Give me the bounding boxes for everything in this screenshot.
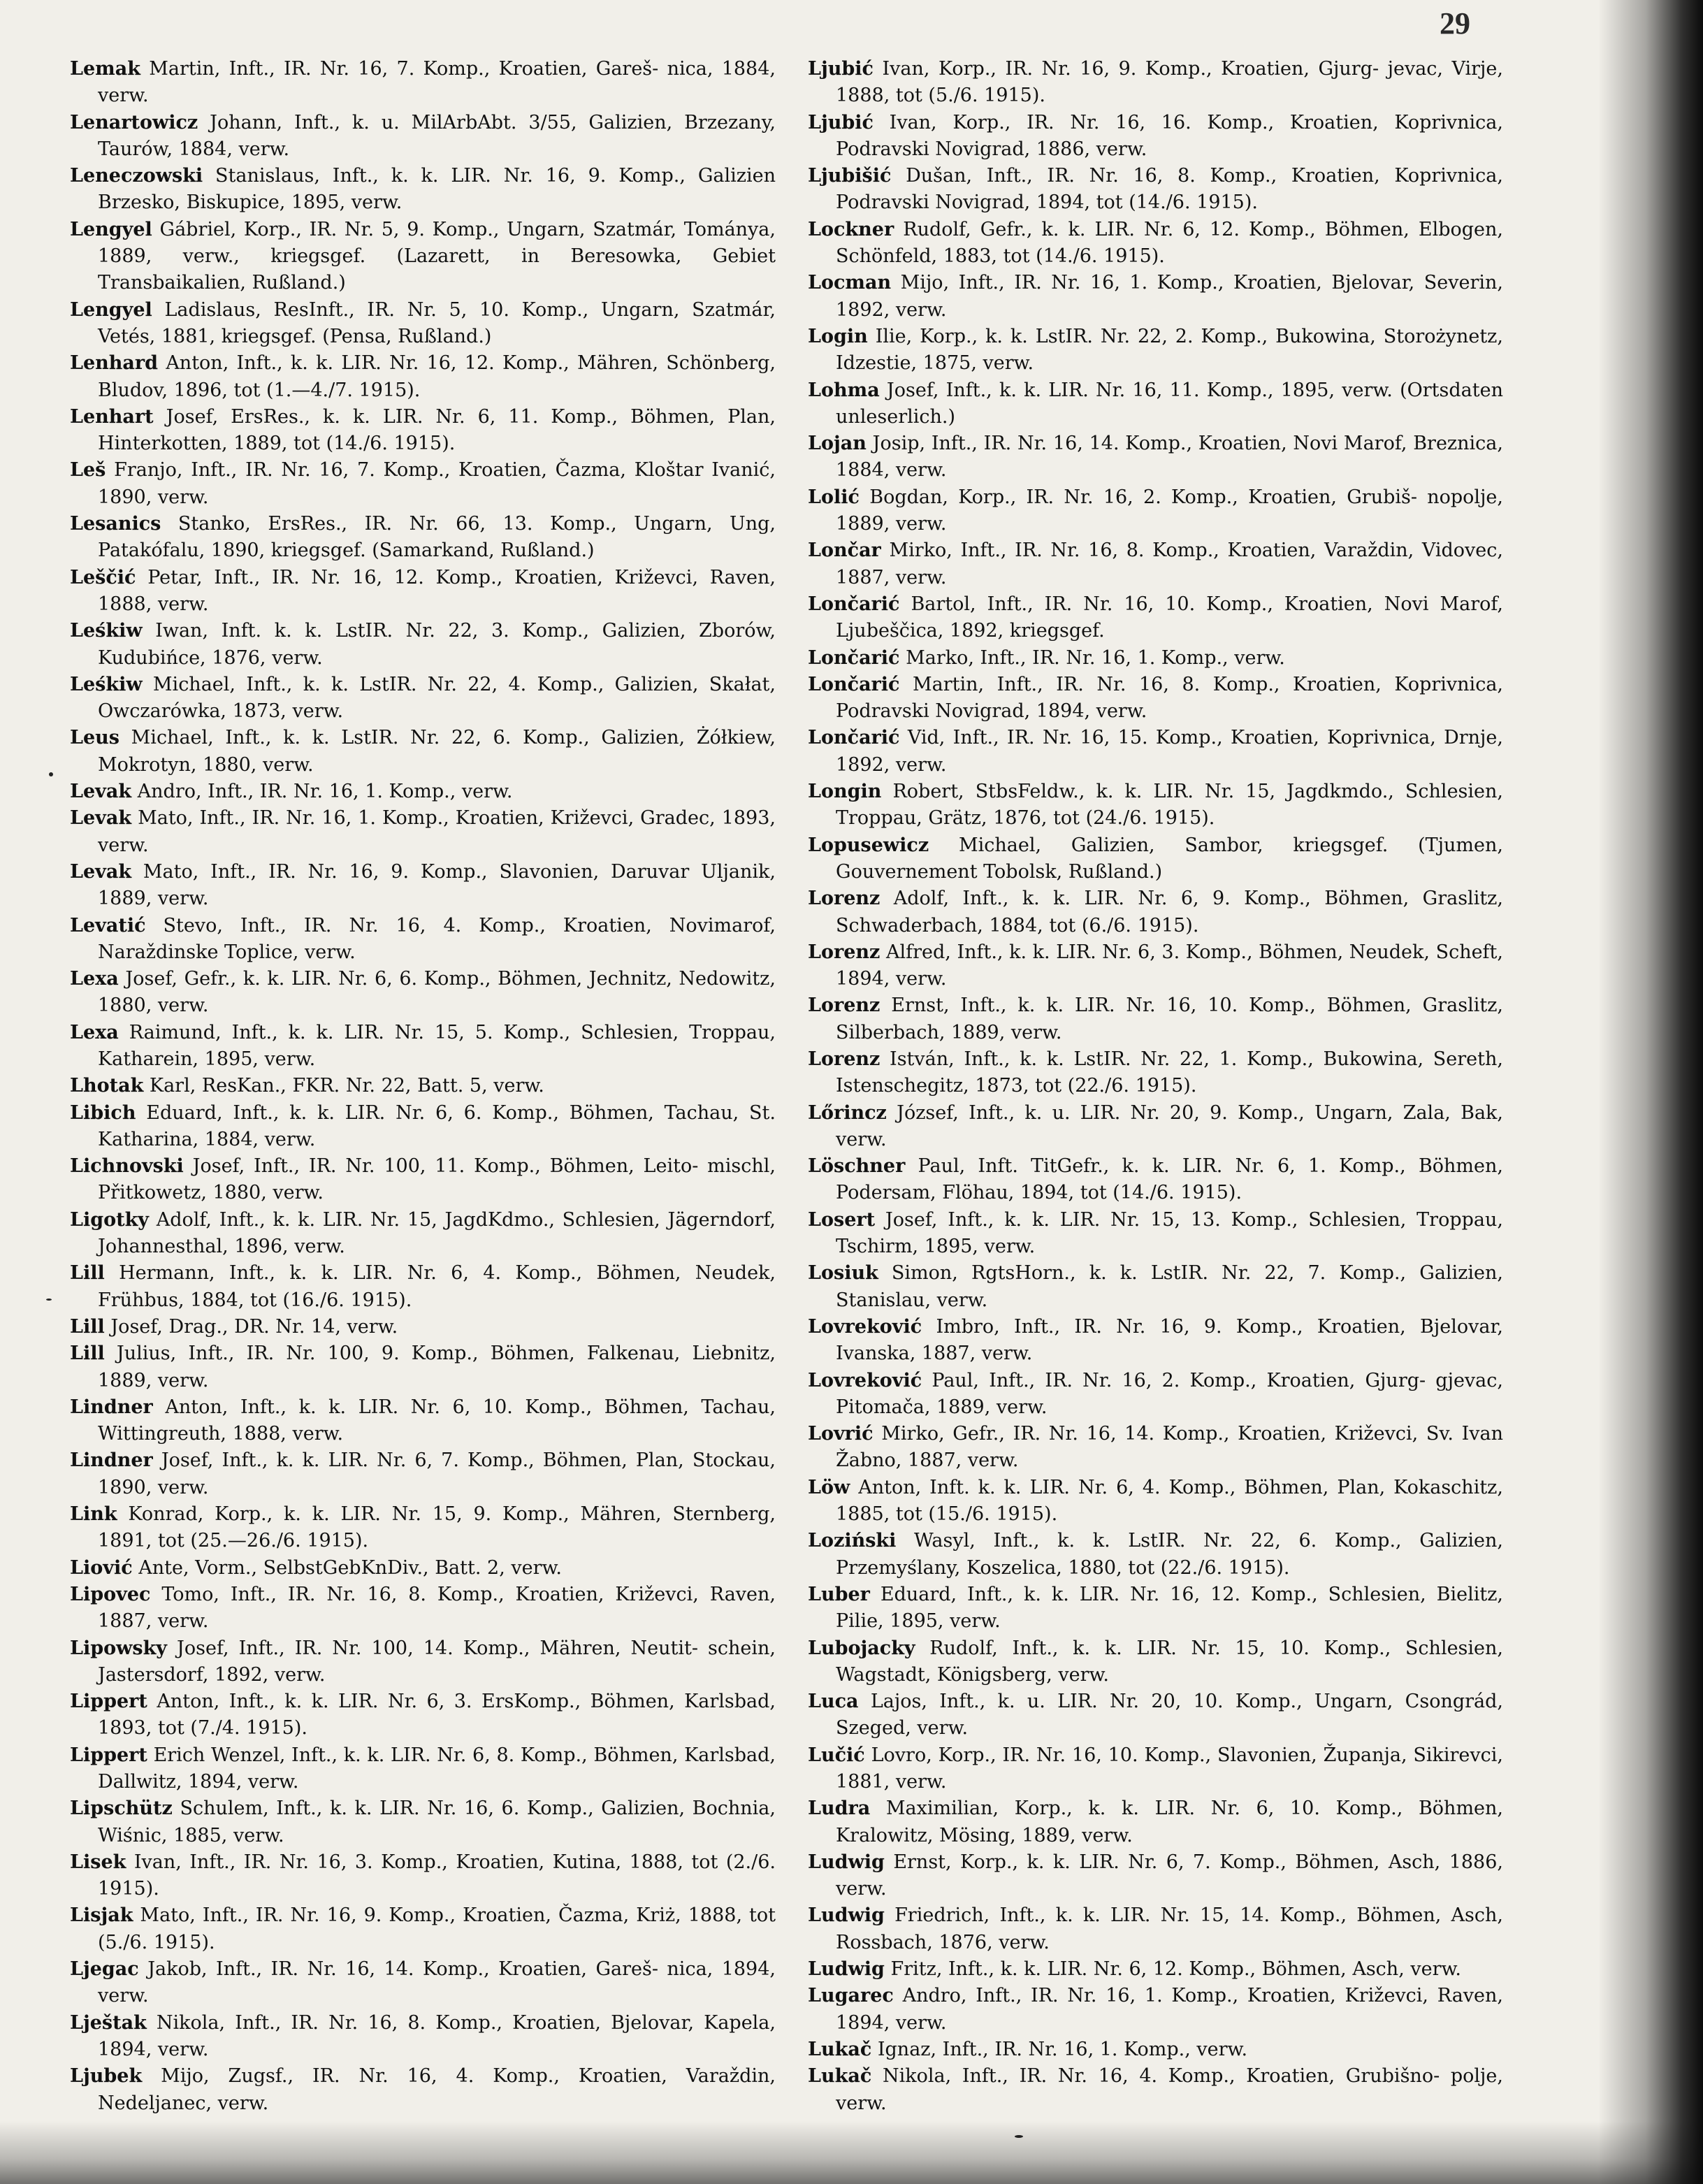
register-entry (70, 1073, 776, 1099)
register-entry (808, 1983, 1503, 2037)
entry-surname: Lill (70, 1262, 105, 1285)
register-entry (70, 1742, 776, 1796)
entry-surname: Lill (70, 1315, 105, 1338)
entry-surname: Link (70, 1503, 117, 1526)
entry-surname: Lojan (808, 433, 867, 455)
entry-surname: Lőrincz (808, 1101, 887, 1124)
register-entry (808, 1421, 1503, 1475)
register-entry (70, 217, 776, 297)
register-entry (808, 1100, 1503, 1154)
register-entry (70, 457, 776, 511)
entry-details: Dušan, Inft., IR. Nr. 16, 8. Komp., Kroatien, Koprivnica, Podravski Novigrad, 1894, tot (14./6. 1915). (836, 165, 1503, 214)
entry-surname: Lorenz (808, 941, 881, 963)
entry-details: Ivan, Korp., IR. Nr. 16, 9. Komp., Kroatien, Gjurg- jevac, Virje, 1888, tot (5./6. 1915). (836, 58, 1503, 107)
register-entry (808, 1742, 1503, 1796)
entry-surname: Lexa (70, 968, 119, 990)
register-entry (70, 1153, 776, 1207)
register-entry (808, 270, 1503, 324)
entry-surname: Libich (70, 1101, 136, 1124)
entry-details: Ernst, Korp., k. k. LIR. Nr. 6, 7. Komp., Böhmen, Asch, 1886, verw. (836, 1851, 1503, 1900)
entry-surname: Lugarec (808, 1985, 894, 2007)
entry-details: Martin, Inft., IR. Nr. 16, 8. Komp., Kroatien, Koprivnica, Podravski Novigrad, 1894, verw. (836, 673, 1503, 723)
entry-surname: Ljubić (808, 58, 874, 80)
left-column (70, 56, 776, 2117)
entry-surname: Ljegac (70, 1958, 139, 1981)
entry-surname: Lopusewicz (808, 834, 929, 856)
entry-surname: Lenhard (70, 352, 159, 375)
entry-details: Josef, ErsRes., k. k. LIR. Nr. 6, 11. Komp., Böhmen, Plan, Hinterkotten, 1889, tot (14./6. 1915). (98, 405, 776, 455)
entry-surname: Leneczowski (70, 165, 203, 187)
entry-details: Stanko, ErsRes., IR. Nr. 66, 13. Komp., Ungarn, Ung, Patakófalu, 1890, kriegsgef. (Samarkand, Rußland.) (98, 513, 776, 562)
register-entry (70, 1100, 776, 1154)
entry-details: Erich Wenzel, Inft., k. k. LIR. Nr. 6, 8. Komp., Böhmen, Karlsbad, Dallwitz, 1894, verw. (98, 1744, 776, 1793)
entry-surname: Lenartowicz (70, 111, 198, 133)
entry-details: Tomo, Inft., IR. Nr. 16, 8. Komp., Kroatien, Križevci, Raven, 1887, verw. (98, 1583, 776, 1633)
entry-surname: Lengyel (70, 298, 152, 321)
entry-details: Franjo, Inft., IR. Nr. 16, 7. Komp., Kroatien, Čazma, Kloštar Ivanić, 1890, verw. (98, 459, 776, 508)
register-entry (70, 350, 776, 404)
entry-details: Ante, Vorm., SelbstGebKnDiv., Batt. 2, verw. (138, 1556, 562, 1579)
entry-surname: Losiuk (808, 1262, 878, 1285)
entry-details: Mato, Inft., IR. Nr. 16, 9. Komp., Slavonien, Daruvar Uljanik, 1889, verw. (98, 860, 776, 910)
register-entry (808, 1795, 1503, 1849)
register-entry (70, 1447, 776, 1501)
entry-details: Schulem, Inft., k. k. LIR. Nr. 16, 6. Komp., Galizien, Bochnia, Wiśnic, 1885, verw. (98, 1798, 776, 1846)
entry-details: Stanislaus, Inft., k. k. LIR. Nr. 16, 9. Komp., Galizien Brzesko, Biskupice, 1895, verw. (98, 165, 776, 214)
register-entry (808, 1475, 1503, 1528)
entry-details: Michael, Inft., k. k. LstIR. Nr. 22, 4. Komp., Galizien, Skałat, Owczarówka, 1873, verw. (98, 673, 776, 723)
entry-surname: Losert (808, 1208, 876, 1231)
entry-surname: Lorenz (808, 995, 881, 1017)
entry-surname: Lippert (70, 1691, 147, 1713)
entry-details: Mato, Inft., IR. Nr. 16, 1. Komp., Kroatien, Križevci, Gradec, 1893, verw. (98, 807, 776, 856)
entry-surname: Lončarić (808, 646, 900, 669)
entry-details: Bartol, Inft., IR. Nr. 16, 10. Komp., Kroatien, Novi Marof, Ljubeščica, 1892, kriegsgef. (836, 593, 1503, 642)
entry-details: Raimund, Inft., k. k. LIR. Nr. 15, 5. Komp., Schlesien, Troppau, Katharein, 1895, verw. (98, 1021, 776, 1070)
entry-details: Eduard, Inft., k. k. LIR. Nr. 6, 6. Komp., Böhmen, Tachau, St. Katharina, 1884, verw. (98, 1101, 776, 1150)
register-entry (808, 2037, 1503, 2063)
entry-surname: Lukač (808, 2038, 872, 2060)
entry-details: Fritz, Inft., k. k. LIR. Nr. 6, 12. Komp., Böhmen, Asch, verw. (890, 1958, 1461, 1981)
entry-details: Ernst, Inft., k. k. LIR. Nr. 16, 10. Komp., Böhmen, Graslitz, Silberbach, 1889, verw. (836, 995, 1503, 1043)
register-entry (70, 1688, 776, 1742)
page-number: 29 (1440, 6, 1470, 41)
entry-details: Josef, Inft., IR. Nr. 100, 11. Komp., Böhmen, Leito- mischl, Přitkowetz, 1880, verw. (98, 1155, 776, 1204)
register-entry (808, 1314, 1503, 1368)
entry-surname: Lemak (70, 58, 140, 80)
register-entry (70, 2010, 776, 2064)
entry-surname: Ljubić (808, 111, 874, 133)
register-entry (70, 511, 776, 565)
entry-details: Ignaz, Inft., IR. Nr. 16, 1. Komp., verw. (877, 2038, 1248, 2060)
entry-details: Gábriel, Korp., IR. Nr. 5, 9. Komp., Ungarn, Szatmár, Tománya, 1889, verw., kriegsgef. (Lazarett, in Beresowka, Gebiet Transbaikalien, Rußland.) (98, 218, 776, 294)
entry-surname: Locman (808, 272, 892, 294)
register-entry (808, 1153, 1503, 1207)
register-entry (70, 1956, 776, 2010)
entry-details: Mirko, Inft., IR. Nr. 16, 8. Komp., Kroatien, Varaždin, Vidovec, 1887, verw. (836, 540, 1503, 588)
entry-surname: Ludra (808, 1798, 871, 1820)
entry-surname: Lichnovski (70, 1155, 184, 1178)
entry-surname: Lončarić (808, 727, 900, 749)
register-entry (70, 859, 776, 913)
entry-surname: Leščić (70, 566, 136, 588)
register-entry (70, 1394, 776, 1448)
register-entry (808, 377, 1503, 431)
entry-surname: Lindner (70, 1449, 153, 1472)
register-entry (70, 966, 776, 1020)
entry-details: Nikola, Inft., IR. Nr. 16, 8. Komp., Kroatien, Bjelovar, Kapela, 1894, verw. (98, 2011, 776, 2060)
register-entry (70, 1501, 776, 1555)
entry-surname: Levatić (70, 914, 146, 936)
entry-details: Adolf, Inft., k. k. LIR. Nr. 6, 9. Komp., Böhmen, Graslitz, Schwaderbach, 1884, tot (6./6. 1915). (836, 888, 1503, 936)
register-entry (808, 324, 1503, 377)
entry-surname: Ljubek (70, 2065, 143, 2088)
register-entry (70, 1314, 776, 1340)
entry-details: Paul, Inft. TitGefr., k. k. LIR. Nr. 6, 1. Komp., Böhmen, Podersam, Flöhau, 1894, tot (14./6. 1915). (836, 1155, 1503, 1204)
entry-surname: Lončarić (808, 673, 900, 695)
register-entry (808, 1528, 1503, 1582)
register-entry (808, 537, 1503, 591)
register-entry (808, 591, 1503, 645)
entry-surname: Luber (808, 1583, 870, 1605)
entry-details: Konrad, Korp., k. k. LIR. Nr. 15, 9. Komp., Mähren, Sternberg, 1891, tot (25.—26./6. 1915). (98, 1503, 776, 1552)
entry-surname: Lončar (808, 540, 881, 562)
register-entry (70, 1582, 776, 1635)
entry-details: Vid, Inft., IR. Nr. 16, 15. Komp., Kroatien, Koprivnica, Drnje, 1892, verw. (836, 727, 1503, 776)
entry-surname: Lippert (70, 1744, 147, 1766)
entry-details: Josip, Inft., IR. Nr. 16, 14. Komp., Kroatien, Novi Marof, Breznica, 1884, verw. (836, 433, 1503, 482)
entry-details: Friedrich, Inft., k. k. LIR. Nr. 15, 14. Komp., Böhmen, Asch, Rossbach, 1876, verw. (836, 1904, 1503, 1953)
entry-details: Josef, Inft., k. k. LIR. Nr. 16, 11. Komp., 1895, verw. (Ortsdaten unleserlich.) (836, 379, 1503, 428)
entry-details: Ivan, Korp., IR. Nr. 16, 16. Komp., Kroatien, Koprivnica, Podravski Novigrad, 1886, verw. (836, 111, 1503, 160)
entry-details: Anton, Inft., k. k. LIR. Nr. 6, 10. Komp., Böhmen, Tachau, Wittingreuth, 1888, verw. (98, 1396, 776, 1445)
entry-surname: Lengyel (70, 218, 152, 240)
entry-surname: Loziński (808, 1530, 897, 1552)
entry-details: Petar, Inft., IR. Nr. 16, 12. Komp., Kroatien, Križevci, Raven, 1888, verw. (98, 566, 776, 615)
entry-details: Marko, Inft., IR. Nr. 16, 1. Komp., verw. (906, 646, 1285, 669)
entry-details: Johann, Inft., k. u. MilArbAbt. 3/55, Galizien, Brzezany, Taurów, 1884, verw. (98, 111, 776, 160)
register-entry (808, 1046, 1503, 1100)
entry-surname: Löschner (808, 1155, 906, 1178)
register-entry (808, 885, 1503, 939)
register-entry (808, 992, 1503, 1046)
register-entry (70, 1555, 776, 1582)
entry-details: Martin, Inft., IR. Nr. 16, 7. Komp., Kroatien, Gareš- nica, 1884, verw. (98, 58, 776, 107)
register-entry (808, 832, 1503, 886)
register-entry (808, 2063, 1503, 2117)
entry-details: Anton, Inft., k. k. LIR. Nr. 6, 3. ErsKomp., Böhmen, Karlsbad, 1893, tot (7./4. 1915). (98, 1691, 776, 1740)
entry-surname: Ligotky (70, 1208, 149, 1231)
entry-details: Rudolf, Inft., k. k. LIR. Nr. 15, 10. Komp., Schlesien, Wagstadt, Königsberg, verw. (836, 1637, 1504, 1686)
register-entry (70, 110, 776, 164)
entry-surname: Löw (808, 1476, 850, 1498)
entry-surname: Lisek (70, 1851, 126, 1873)
entry-surname: Lorenz (808, 888, 881, 910)
entry-details: Mirko, Gefr., IR. Nr. 16, 14. Komp., Kroatien, Križevci, Sv. Ivan Žabno, 1887, verw. (836, 1423, 1503, 1472)
entry-details: Mato, Inft., IR. Nr. 16, 9. Komp., Kroatien, Čazma, Kriż, 1888, tot (5./6. 1915). (98, 1904, 776, 1953)
entry-details: Hermann, Inft., k. k. LIR. Nr. 6, 4. Komp., Böhmen, Neudek, Frühbus, 1884, tot (16./6. 1915). (98, 1262, 776, 1311)
register-entry (70, 1260, 776, 1314)
scan-shadow-bottom (0, 2121, 1703, 2184)
register-entry (808, 939, 1503, 993)
entry-surname: Leśkiw (70, 620, 143, 642)
entry-details: Ilie, Korp., k. k. LstIR. Nr. 22, 2. Komp., Bukowina, Storożynetz, Idzestie, 1875, verw. (836, 325, 1503, 375)
register-entry (808, 163, 1503, 217)
entry-details: József, Inft., k. u. LIR. Nr. 20, 9. Komp., Ungarn, Zala, Bak, verw. (836, 1101, 1503, 1150)
register-entry (70, 672, 776, 725)
register-entry (70, 1020, 776, 1073)
entry-surname: Lexa (70, 1021, 119, 1043)
entry-details: Wasyl, Inft., k. k. LstIR. Nr. 22, 6. Komp., Galizien, Przemyślany, Koszelica, 1880, tot (22./6. 1915). (836, 1530, 1503, 1579)
entry-surname: Lesanics (70, 513, 161, 535)
entry-details: Paul, Inft., IR. Nr. 16, 2. Komp., Kroatien, Gjurg- gjevac, Pitomača, 1889, verw. (836, 1369, 1503, 1418)
entry-details: Imbro, Inft., IR. Nr. 16, 9. Komp., Kroatien, Bjelovar, Ivanska, 1887, verw. (836, 1315, 1503, 1365)
entry-surname: Lovreković (808, 1315, 922, 1338)
register-entry (808, 672, 1503, 725)
register-entry (808, 1688, 1503, 1742)
entry-details: Jakob, Inft., IR. Nr. 16, 14. Komp., Kroatien, Gareš- nica, 1894, verw. (98, 1958, 776, 2007)
entry-surname: Lolić (808, 486, 860, 508)
register-entry (808, 484, 1503, 538)
entry-details: Josef, Drag., DR. Nr. 14, verw. (110, 1315, 398, 1338)
entry-details: Michael, Galizien, Sambor, kriegsgef. (Tjumen, Gouvernement Tobolsk, Rußland.) (836, 834, 1503, 883)
entry-surname: Lill (70, 1343, 105, 1365)
register-entry (70, 805, 776, 859)
register-entry (70, 618, 776, 672)
entry-details: Andro, Inft., IR. Nr. 16, 1. Komp., verw. (137, 781, 513, 803)
entry-surname: Lubojacky (808, 1637, 915, 1659)
entry-surname: Lipovec (70, 1583, 151, 1605)
entry-surname: Lockner (808, 218, 894, 240)
entry-surname: Lukač (808, 2065, 872, 2088)
entry-surname: Leus (70, 727, 119, 749)
entry-details: Mijo, Zugsf., IR. Nr. 16, 4. Komp., Kroatien, Varaždin, Nedeljanec, verw. (98, 2065, 776, 2114)
register-entry (808, 1368, 1503, 1422)
entry-surname: Lohma (808, 379, 880, 401)
register-entry (70, 1902, 776, 1956)
register-entry (70, 56, 776, 110)
entry-surname: Luca (808, 1691, 859, 1713)
register-entry (808, 1635, 1503, 1689)
entry-surname: Ludwig (808, 1904, 885, 1927)
entry-details: István, Inft., k. k. LstIR. Nr. 22, 1. Komp., Bukowina, Sereth, Istenschegitz, 1873, tot (22./6. 1915). (836, 1048, 1503, 1097)
entry-details: Mijo, Inft., IR. Nr. 16, 1. Komp., Kroatien, Bjelovar, Severin, 1892, verw. (836, 272, 1503, 321)
entry-surname: Lovrić (808, 1423, 874, 1445)
entry-surname: Ljubišić (808, 165, 892, 187)
register-entry (808, 779, 1503, 832)
register-entry (808, 1260, 1503, 1314)
register-entry (808, 56, 1503, 110)
entry-details: Maximilian, Korp., k. k. LIR. Nr. 6, 10. Komp., Böhmen, Kralowitz, Mösing, 1889, verw. (836, 1798, 1503, 1846)
register-entry (808, 1582, 1503, 1635)
entry-surname: Lipschütz (70, 1798, 173, 1820)
entry-details: Ivan, Inft., IR. Nr. 16, 3. Komp., Kroatien, Kutina, 1888, tot (2./6. 1915). (98, 1851, 776, 1900)
entry-details: Andro, Inft., IR. Nr. 16, 1. Komp., Kroatien, Križevci, Raven, 1894, verw. (836, 1985, 1503, 2034)
ink-speck (49, 772, 53, 776)
entry-surname: Lorenz (808, 1048, 881, 1070)
register-entry (808, 645, 1503, 672)
register-entry (70, 779, 776, 805)
entry-surname: Longin (808, 781, 882, 803)
entry-surname: Lještak (70, 2011, 147, 2034)
entry-surname: Ludwig (808, 1958, 885, 1981)
entry-details: Michael, Inft., k. k. LstIR. Nr. 22, 6. Komp., Galizien, Żółkiew, Mokrotyn, 1880, verw. (98, 727, 776, 776)
entry-surname: Levak (70, 860, 132, 883)
entry-details: Karl, ResKan., FKR. Nr. 22, Batt. 5, verw. (149, 1075, 544, 1097)
entry-details: Anton, Inft. k. k. LIR. Nr. 6, 4. Komp., Böhmen, Plan, Kokaschitz, 1885, tot (15./6. 1915). (836, 1476, 1503, 1526)
entry-details: Robert, StbsFeldw., k. k. LIR. Nr. 15, Jagdkmdo., Schlesien, Troppau, Grätz, 1876, tot (24./6. 1915). (836, 781, 1503, 830)
entry-details: Josef, Inft., k. k. LIR. Nr. 6, 7. Komp., Böhmen, Plan, Stockau, 1890, verw. (98, 1449, 776, 1498)
scan-shadow-right (1598, 0, 1703, 2184)
entry-details: Simon, RgtsHorn., k. k. LstIR. Nr. 22, 7. Komp., Galizien, Stanislau, verw. (836, 1262, 1503, 1311)
register-entry (70, 404, 776, 458)
entry-surname: Lipowsky (70, 1637, 167, 1659)
entry-surname: Lindner (70, 1396, 153, 1418)
ink-speck (46, 1299, 52, 1301)
entry-details: Eduard, Inft., k. k. LIR. Nr. 16, 12. Komp., Schlesien, Bielitz, Pilie, 1895, verw. (836, 1583, 1503, 1633)
entry-details: Josef, Gefr., k. k. LIR. Nr. 6, 6. Komp., Böhmen, Jechnitz, Nedowitz, 1880, verw. (98, 968, 776, 1017)
entry-surname: Levak (70, 807, 132, 830)
register-entry (70, 565, 776, 619)
entry-details: Nikola, Inft., IR. Nr. 16, 4. Komp., Kroatien, Grubišno- polje, verw. (836, 2065, 1503, 2114)
entry-details: Adolf, Inft., k. k. LIR. Nr. 15, JagdKdmo., Schlesien, Jägerndorf, Johannesthal, 1896, verw. (98, 1208, 776, 1258)
register-entry (808, 217, 1503, 270)
register-entry (70, 297, 776, 351)
entry-details: Lovro, Korp., IR. Nr. 16, 10. Komp., Slavonien, Županja, Sikirevci, 1881, verw. (836, 1744, 1503, 1793)
register-entry (70, 1795, 776, 1849)
entry-surname: Leš (70, 459, 106, 482)
entry-surname: Lončarić (808, 593, 900, 615)
register-entry (70, 163, 776, 217)
register-entry (70, 725, 776, 779)
entry-surname: Login (808, 325, 868, 347)
entry-details: Josef, Inft., IR. Nr. 100, 14. Komp., Mähren, Neutit- schein, Jastersdorf, 1892, verw. (98, 1637, 776, 1686)
entry-details: Josef, Inft., k. k. LIR. Nr. 15, 13. Komp., Schlesien, Troppau, Tschirm, 1895, verw. (836, 1208, 1503, 1258)
entry-details: Lajos, Inft., k. u. LIR. Nr. 20, 10. Komp., Ungarn, Csongrád, Szeged, verw. (836, 1691, 1503, 1740)
register-entry (808, 431, 1503, 484)
entry-surname: Lučić (808, 1744, 865, 1766)
entry-surname: Lenhart (70, 405, 154, 428)
register-entry (808, 1207, 1503, 1261)
entry-surname: Lhotak (70, 1075, 144, 1097)
entry-details: Alfred, Inft., k. k. LIR. Nr. 6, 3. Komp., Böhmen, Neudek, Scheft, 1894, verw. (836, 941, 1503, 990)
entry-details: Julius, Inft., IR. Nr. 100, 9. Komp., Böhmen, Falkenau, Liebnitz, 1889, verw. (98, 1343, 776, 1391)
entry-surname: Levak (70, 781, 132, 803)
register-entry (808, 1956, 1503, 1983)
entry-details: Ladislaus, ResInft., IR. Nr. 5, 10. Komp., Ungarn, Szatmár, Vetés, 1881, kriegsgef. (Pensa, Rußland.) (98, 298, 776, 347)
register-entry (808, 725, 1503, 779)
register-entry (70, 1340, 776, 1394)
entry-surname: Leśkiw (70, 673, 143, 695)
entry-details: Rudolf, Gefr., k. k. LIR. Nr. 6, 12. Komp., Böhmen, Elbogen, Schönfeld, 1883, tot (14./6. 1915). (836, 218, 1503, 268)
entry-surname: Liović (70, 1556, 133, 1579)
entry-surname: Lisjak (70, 1904, 133, 1927)
register-entry (70, 1849, 776, 1903)
entry-details: Iwan, Inft. k. k. LstIR. Nr. 22, 3. Komp., Galizien, Zborów, Kudubińce, 1876, verw. (98, 620, 776, 669)
right-column (808, 56, 1503, 2117)
entry-surname: Ludwig (808, 1851, 885, 1873)
register-entry (70, 913, 776, 967)
register-entry (70, 1207, 776, 1261)
entry-surname: Lovreković (808, 1369, 922, 1391)
entry-details: Anton, Inft., k. k. LIR. Nr. 16, 12. Komp., Mähren, Schönberg, Bludov, 1896, tot (1.—4./7. 1915). (98, 352, 776, 401)
entry-details: Stevo, Inft., IR. Nr. 16, 4. Komp., Kroatien, Novimarof, Naraždinske Toplice, verw. (98, 914, 776, 963)
register-entry (70, 2063, 776, 2117)
register-entry (808, 110, 1503, 164)
register-entry (70, 1635, 776, 1689)
register-entry (808, 1849, 1503, 1903)
register-entry (808, 1902, 1503, 1956)
entry-details: Bogdan, Korp., IR. Nr. 16, 2. Komp., Kroatien, Grubiš- nopolje, 1889, verw. (836, 486, 1503, 535)
